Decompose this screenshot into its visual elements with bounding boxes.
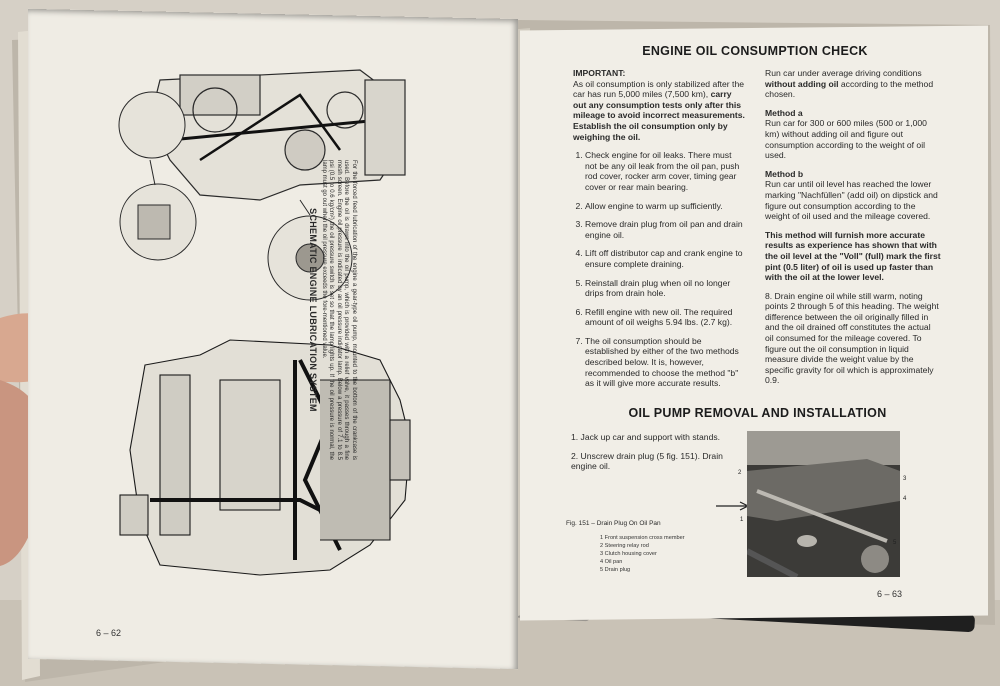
callout-label: 4	[903, 496, 907, 502]
legend-item: 5 Drain plug	[600, 567, 631, 573]
right-column	[765, 68, 941, 394]
list-item: 4. Lift off distributor cap and crank engine to ensure complete draining.	[585, 248, 745, 269]
callout-label: 1	[740, 517, 744, 523]
legend-item: 3 Clutch housing cover	[600, 551, 657, 557]
accuracy-note: This method will furnish more accurate results as experience has shown that with the oil level at the "Voll" (full) mark the first pint (0.5 liter) of oil is used up faster than with the oil at the lower level.	[765, 229, 941, 283]
left-column	[573, 68, 745, 397]
list-item: 3. Remove drain plug from oil pan and drain engine oil.	[585, 219, 745, 240]
method-b-label: Method b	[765, 168, 804, 179]
intro-text-end: according to the method chosen.	[765, 78, 934, 100]
legend-item: 2 Steering relay rod	[600, 543, 649, 549]
legend-item: 1 Front suspension cross member	[600, 535, 685, 541]
legend-item: 4 Oil pan	[600, 559, 623, 565]
left-page-number: 6 – 62	[96, 628, 122, 638]
pump-steps	[571, 432, 741, 480]
important-bold-text: carry out any consumption tests only after this mileage to avoid incorrect measurements. Establish the oil consumption only by weighing the oil.	[573, 89, 745, 142]
drain-plug-photo	[747, 431, 900, 577]
diagram-caption-text: For the forced feed lubrication of the engine a gear-type oil pump, mounted to the bottom of the crankcase is used. Before the oil is drawn into the oil pump, which is provided with a relief valve, it passes through a fine mesh screen. Engine oil pressure is indicated by an oil pressure indicator lamp. Below a pressure of 7.1 to 8.5 psi (0.5 to 0.6 kg/cm²) the oil pressure switch is set so that the lamp lights up. If the oil pressure is normal, the lamp must go out when the oil pressure exceeds the fore-mentioned value.	[320, 160, 357, 460]
procedure-steps	[573, 150, 745, 389]
list-item: 2. Unscrew drain plug (5 fig. 151). Drain engine oil.	[571, 450, 723, 472]
section-heading-2: OIL PUMP REMOVAL AND INSTALLATION	[628, 406, 887, 420]
list-item: 6. Refill engine with new oil. The required amount of oil weighs 5.94 lbs. (2.7 kg).	[585, 307, 745, 328]
step-eight: 8. Drain engine oil while still warm, noting points 2 through 5 of this heading. The weight difference between the oil originally filled in and the oil drained off constitutes the actual oil consumed for the mileage covered. To figure out the oil consumption in liquid measure divide the weight value by the specific gravity for oil which is approximately 0.9.	[765, 290, 939, 386]
photo-content	[747, 431, 900, 577]
engine-side-view	[150, 70, 405, 200]
list-item: 1. Jack up car and support with stands.	[571, 432, 721, 442]
intro-bold: without adding oil	[765, 78, 839, 89]
diagram-title: SCHEMATIC ENGINE LUBRICATION SYSTEM	[308, 208, 319, 412]
list-item: 1. Check engine for oil leaks. There must not be any oil leak from the oil pan, push rod cover, rocker arm cover, timing gear cover or rear main bearing.	[585, 150, 745, 192]
important-text: As oil consumption is only stabilized after the car has run 5,000 miles (7,500 km),	[573, 78, 745, 100]
intro-text: Run car under average driving conditions	[765, 68, 922, 78]
method-a-text: Run car for 300 or 600 miles (500 or 1,000 km) without adding oil and figure out consumption according to the weight of oil used.	[765, 118, 927, 161]
diagram-caption-block	[297, 160, 357, 460]
list-item: 7. The oil consumption should be established by either of the two methods described below. It is, however, recommended to choose the method "b" as it will give more accurate results.	[585, 336, 745, 389]
important-label: IMPORTANT:	[573, 68, 626, 78]
right-page-number: 6 – 63	[877, 589, 903, 599]
section-heading: ENGINE OIL CONSUMPTION CHECK	[642, 44, 868, 58]
method-a-label: Method a	[765, 107, 803, 118]
method-b-text: Run car until oil level has reached the lower marking "Nachfüllen" (add oil) on dipstick and figure out consumption according to the weight of oil used and the mileage covered.	[765, 179, 938, 222]
callout-label: 5	[893, 540, 897, 546]
list-item: 2. Allow engine to warm up sufficiently.	[585, 201, 745, 212]
list-item: 5. Reinstall drain plug when oil no longer drips from drain hole.	[585, 278, 745, 299]
figure-legend	[600, 534, 685, 574]
callout-label: 2	[738, 470, 742, 476]
figure-caption: Fig. 151 – Drain Plug On Oil Pan	[566, 520, 661, 527]
callout-label: 3	[903, 476, 907, 482]
engine-cross-section	[120, 340, 410, 575]
